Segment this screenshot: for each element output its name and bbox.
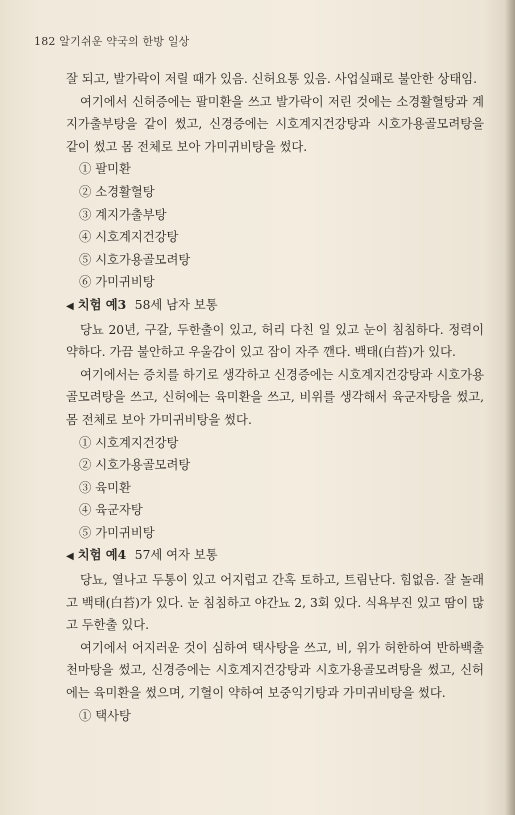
case3-patient-detail: 58세 남자 보통 — [134, 297, 218, 312]
case2-paragraph-2: 여기에서 신허증에는 팔미환을 쓰고 발가락이 저린 것에는 소경활혈탕과 계지가출부탕을 같이 썼고, 신경증에는 시호계지건강탕과 시호가용골모려탕을 같이 썼고 몸 전체로 보아 가미귀비탕을 썼다. — [66, 94, 484, 154]
case3-item-2: ② 시호가용골모려탕 — [79, 458, 191, 473]
case3-heading-line — [66, 294, 484, 319]
running-header: 182 알기쉬운 약국의 한방 일상 — [34, 35, 190, 48]
left-triangle-icon: ◀ — [66, 300, 74, 312]
case4-item-1: ① 택사탕 — [79, 708, 131, 723]
case3-paragraph-2: 여기에서는 증치를 하기로 생각하고 신경증에는 시호계지건강탕과 시호가용골모려탕을 쓰고, 신허에는 육미환을 쓰고, 비위를 생각해서 육군자탕을 썼고, 몸 전체로 보아 가미귀비탕을 썼다. — [66, 367, 484, 427]
case2-item-1: ① 팔미환 — [79, 162, 131, 177]
case3-item-3: ③ 육미환 — [79, 480, 131, 495]
case4-heading: 치험 예4 — [77, 547, 127, 563]
case4-patient-detail: 57세 여자 보통 — [134, 548, 218, 563]
page-edge-shadow — [505, 0, 515, 815]
case2-item-2: ② 소경활혈탕 — [79, 184, 155, 199]
case2-paragraph-1: 잘 되고, 발가락이 저릴 때가 있음. 신허요통 있음. 사업실패로 불안한 상태임. — [66, 72, 478, 86]
case4-paragraph-1: 당뇨, 열나고 두통이 있고 어지럽고 간혹 토하고, 트림난다. 힘없음. 잘 놀래고 백태(白苔)가 있다. 눈 침침하고 야간뇨 2, 3회 있다. 식욕부진 있고 땀이 많고 두한출 있다. — [66, 573, 484, 633]
case3-heading: 치험 예3 — [77, 296, 127, 312]
case3-item-5: ⑤ 가미귀비탕 — [79, 525, 155, 540]
case3-paragraph-1: 당뇨 20년, 구갈, 두한출이 있고, 허리 다친 일 있고 눈이 침침하다. 정력이 약하다. 가끔 불안하고 우울감이 있고 잠이 자주 깬다. 백태(白苔)가 있다. — [66, 322, 484, 360]
case3-item-4: ④ 육군자탕 — [79, 503, 143, 518]
left-triangle-icon: ◀ — [66, 551, 74, 563]
case4-paragraph-2: 여기에서 어지러운 것이 심하여 택사탕을 쓰고, 비, 위가 허한하여 반하백출천마탕을 썼고, 신경증에는 시호계지건강탕과 시호가용골모려탕을 썼고, 신허에는 육미환을 썼으며, 기혈이 약하여 보중익기탕과 가미귀비탕을 썼다. — [66, 640, 484, 701]
case3-item-1: ① 시호계지건강탕 — [79, 435, 179, 450]
case2-item-4: ④ 시호계지건강탕 — [79, 230, 179, 245]
case4-heading-line — [66, 544, 484, 569]
page-content — [66, 68, 484, 727]
case2-item-3: ③ 계지가출부탕 — [79, 207, 167, 222]
case2-item-6: ⑥ 가미귀비탕 — [79, 275, 155, 290]
case2-item-5: ⑤ 시호가용골모려탕 — [79, 252, 191, 267]
